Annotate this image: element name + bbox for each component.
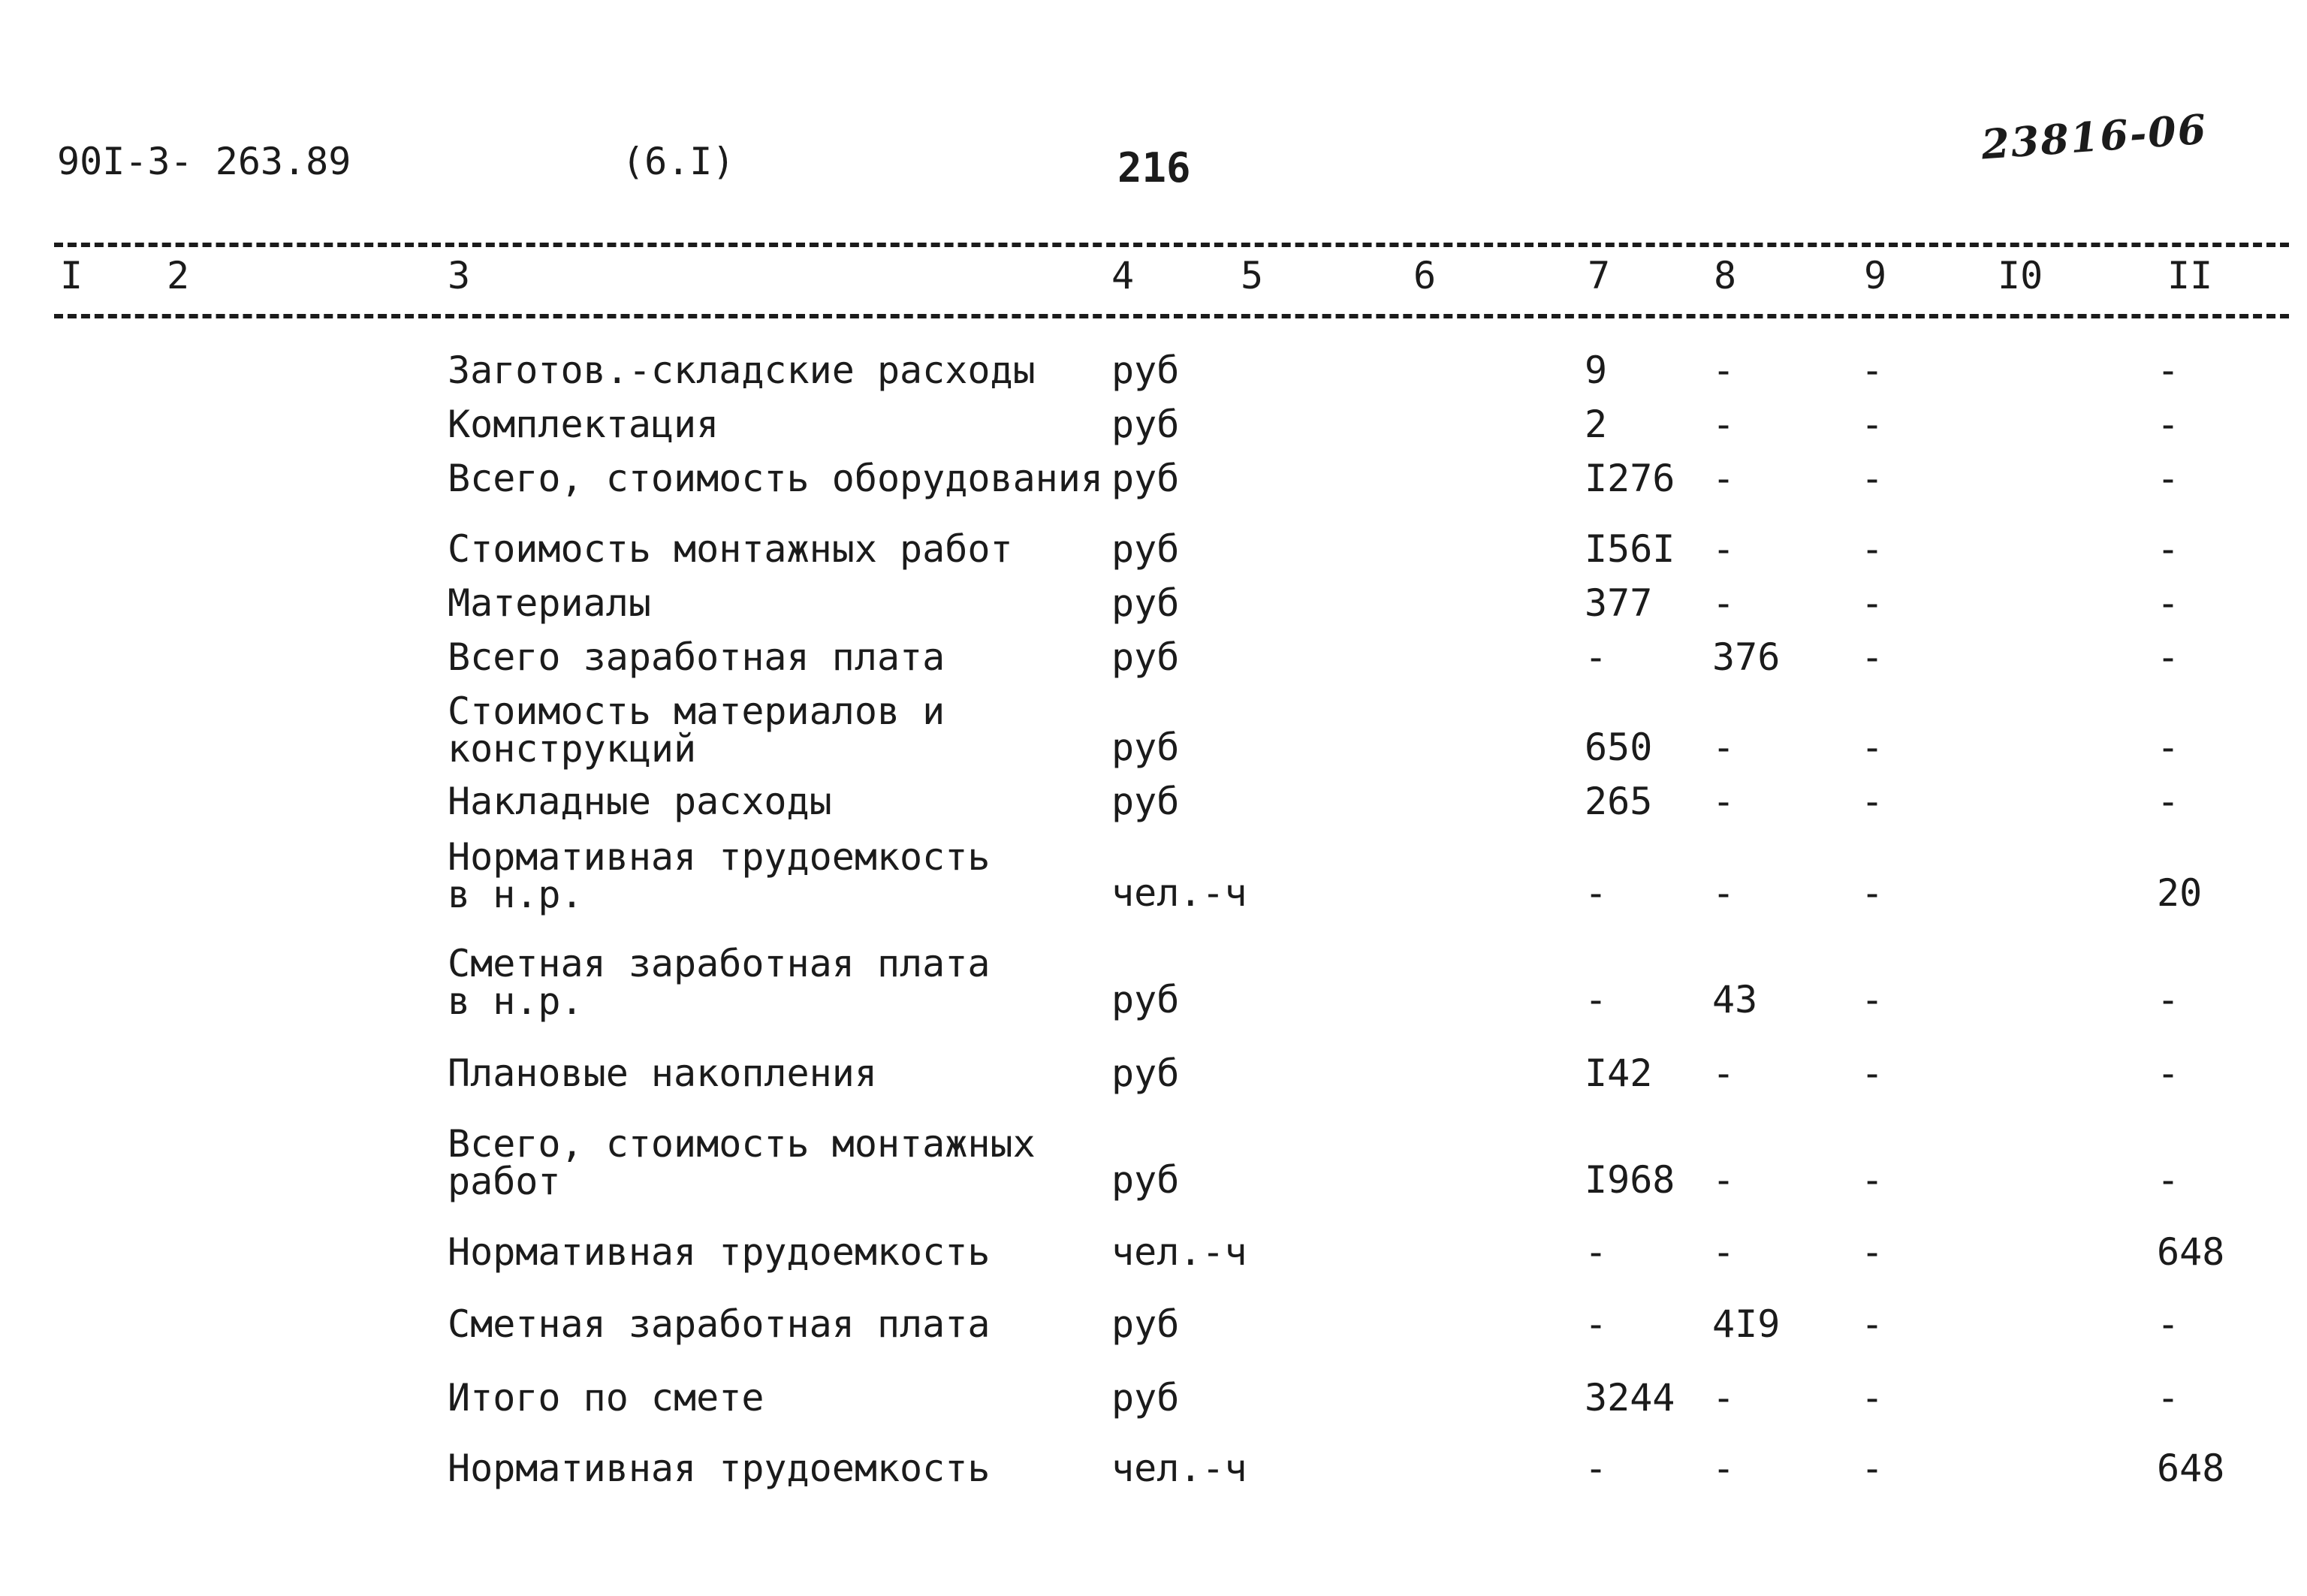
row-unit: руб: [1111, 348, 1180, 392]
column-number: 3: [448, 254, 471, 297]
row-col7: I56I: [1585, 527, 1675, 571]
row-unit: руб: [1111, 780, 1180, 823]
row-col11: 648: [2157, 1230, 2225, 1274]
row-col9: -: [1861, 1158, 1884, 1202]
row-col11: -: [2157, 348, 2180, 392]
column-number: 5: [1241, 254, 1264, 297]
column-number: I: [60, 254, 83, 297]
row-col11: -: [2157, 726, 2180, 769]
row-col11: 648: [2157, 1447, 2225, 1490]
row-col11: -: [2157, 581, 2180, 625]
row-col8: 4I9: [1712, 1302, 1781, 1346]
row-col7: 9: [1585, 348, 1608, 392]
row-name-line2: конструкций: [448, 727, 697, 771]
row-col8: -: [1712, 527, 1736, 571]
row-name: [448, 1122, 1036, 1203]
row-unit: руб: [1111, 1158, 1180, 1202]
row-name: Комплектация: [448, 403, 719, 446]
row-col11: -: [2157, 1376, 2180, 1420]
row-col7: -: [1585, 871, 1608, 915]
column-number: II: [2167, 254, 2213, 297]
row-unit: руб: [1111, 1376, 1180, 1420]
row-col7: 265: [1585, 780, 1653, 823]
row-col9: -: [1861, 780, 1884, 823]
row-col8: -: [1712, 1158, 1736, 1202]
row-col8: -: [1712, 871, 1736, 915]
row-col7: -: [1585, 635, 1608, 679]
row-col9: -: [1861, 1376, 1884, 1420]
row-col11: -: [2157, 1051, 2180, 1095]
row-col9: -: [1861, 457, 1884, 500]
row-col8: 376: [1712, 635, 1781, 679]
row-name: [448, 835, 991, 916]
row-col11: -: [2157, 780, 2180, 823]
sheet-reference: (6.I): [622, 140, 735, 183]
row-name-line1: Сметная заработная плата: [448, 942, 991, 985]
header-rule-top: [54, 243, 2289, 247]
row-unit: руб: [1111, 581, 1180, 625]
row-col11: -: [2157, 457, 2180, 500]
row-col7: 650: [1585, 726, 1653, 769]
row-col11: 20: [2157, 871, 2203, 915]
document-code: 90I-3- 263.89: [57, 140, 351, 183]
row-col11: -: [2157, 403, 2180, 446]
row-col11: -: [2157, 527, 2180, 571]
row-name: Заготов.-складские расходы: [448, 348, 1036, 392]
row-col7: -: [1585, 978, 1608, 1021]
row-col8: -: [1712, 1230, 1736, 1274]
row-name: Всего, стоимость оборудования: [448, 457, 1103, 500]
row-name-line2: работ: [448, 1160, 561, 1203]
row-col11: -: [2157, 1158, 2180, 1202]
row-col7: I42: [1585, 1051, 1653, 1095]
row-unit: руб: [1111, 1051, 1180, 1095]
row-col8: -: [1712, 1051, 1736, 1095]
row-col9: -: [1861, 726, 1884, 769]
row-col7: -: [1585, 1447, 1608, 1490]
row-col8: 43: [1712, 978, 1758, 1021]
row-unit: руб: [1111, 1302, 1180, 1346]
row-col9: -: [1861, 527, 1884, 571]
row-col9: -: [1861, 1447, 1884, 1490]
row-col8: -: [1712, 403, 1736, 446]
header-rule-bottom: [54, 314, 2289, 318]
row-name-line2: в н.р.: [448, 979, 584, 1023]
row-col9: -: [1861, 978, 1884, 1021]
row-col8: -: [1712, 457, 1736, 500]
row-col7: I968: [1585, 1158, 1675, 1202]
row-col7: 3244: [1585, 1376, 1675, 1420]
row-name: Сметная заработная плата: [448, 1302, 991, 1346]
row-name: Накладные расходы: [448, 780, 832, 823]
row-unit: руб: [1111, 978, 1180, 1021]
row-col8: -: [1712, 726, 1736, 769]
row-col8: -: [1712, 1376, 1736, 1420]
row-col8: -: [1712, 348, 1736, 392]
row-col9: -: [1861, 871, 1884, 915]
row-col9: -: [1861, 403, 1884, 446]
row-name: [448, 689, 945, 771]
row-unit: чел.-ч: [1111, 1230, 1247, 1274]
row-col8: -: [1712, 780, 1736, 823]
row-col8: -: [1712, 581, 1736, 625]
row-col8: -: [1712, 1447, 1736, 1490]
column-number: I0: [1998, 254, 2043, 297]
row-col11: -: [2157, 1302, 2180, 1346]
row-col11: -: [2157, 635, 2180, 679]
row-col7: I276: [1585, 457, 1675, 500]
row-unit: руб: [1111, 457, 1180, 500]
column-number: 7: [1588, 254, 1611, 297]
row-unit: руб: [1111, 726, 1180, 769]
row-col7: -: [1585, 1302, 1608, 1346]
row-col9: -: [1861, 348, 1884, 392]
row-name: Материалы: [448, 581, 651, 625]
row-col7: 377: [1585, 581, 1653, 625]
row-col9: -: [1861, 1230, 1884, 1274]
row-name: Итого по смете: [448, 1376, 764, 1420]
column-number: 4: [1111, 254, 1135, 297]
row-col11: -: [2157, 978, 2180, 1021]
row-unit: руб: [1111, 527, 1180, 571]
row-col9: -: [1861, 1302, 1884, 1346]
row-name-line1: Всего, стоимость монтажных: [448, 1122, 1036, 1166]
row-col9: -: [1861, 1051, 1884, 1095]
row-unit: руб: [1111, 635, 1180, 679]
handwritten-number: 23816-06: [1980, 104, 2209, 169]
row-name-line2: в н.р.: [448, 873, 584, 916]
row-name: Нормативная трудоемкость: [448, 1230, 991, 1274]
column-number: 2: [167, 254, 190, 297]
row-col7: 2: [1585, 403, 1608, 446]
row-name-line1: Нормативная трудоемкость: [448, 835, 991, 879]
row-unit: чел.-ч: [1111, 871, 1247, 915]
row-name: Нормативная трудоемкость: [448, 1447, 991, 1490]
row-col9: -: [1861, 581, 1884, 625]
row-name-line1: Стоимость материалов и: [448, 689, 945, 733]
row-col7: -: [1585, 1230, 1608, 1274]
column-number: 9: [1864, 254, 1887, 297]
column-number: 6: [1413, 254, 1437, 297]
row-name: Всего заработная плата: [448, 635, 945, 679]
column-number: 8: [1714, 254, 1737, 297]
row-unit: руб: [1111, 403, 1180, 446]
row-name: [448, 942, 991, 1023]
row-unit: чел.-ч: [1111, 1447, 1247, 1490]
page-number: 216: [1117, 144, 1191, 192]
row-col9: -: [1861, 635, 1884, 679]
row-name: Плановые накопления: [448, 1051, 877, 1095]
row-name: Стоимость монтажных работ: [448, 527, 1013, 571]
